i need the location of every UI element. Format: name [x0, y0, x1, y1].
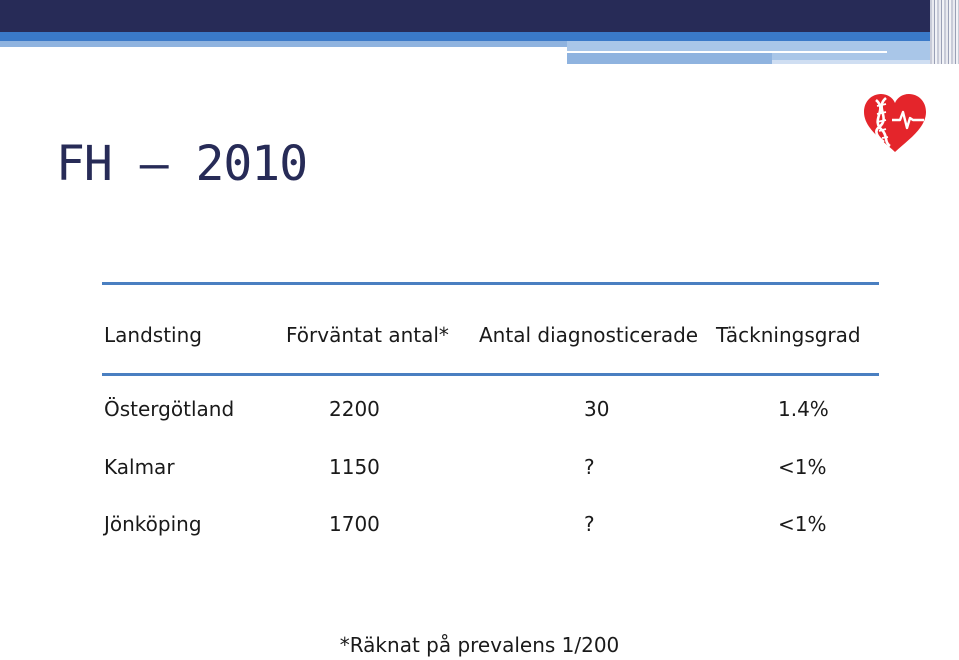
header-banner-blue-segment — [567, 53, 772, 64]
footnote: *Räknat på prevalens 1/200 — [339, 633, 620, 657]
table-cell: 30 — [584, 397, 610, 421]
table-cell: Östergötland — [104, 397, 235, 421]
table-top-rule — [102, 282, 879, 285]
dna-heart-logo-icon — [862, 92, 928, 154]
slide-title: FH – 2010 — [56, 136, 308, 192]
table-cell: ? — [584, 512, 595, 536]
table-header-rule — [102, 373, 879, 376]
header-banner-pale-segment — [772, 60, 930, 64]
table-cell: Jönköping — [104, 512, 202, 536]
table-header-antal-diagnosticerade: Antal diagnosticerade — [479, 323, 699, 347]
table-header-tackningsgrad: Täckningsgrad — [716, 323, 861, 347]
table-cell: 1.4% — [778, 397, 829, 421]
header-banner-light-blue — [0, 41, 567, 47]
table-header-landsting: Landsting — [104, 323, 202, 347]
table-cell: Kalmar — [104, 455, 175, 479]
header-banner-dark — [0, 0, 930, 32]
header-banner-blue — [0, 32, 930, 41]
table-cell: ? — [584, 455, 595, 479]
table-cell: 2200 — [329, 397, 380, 421]
header-banner-stripes — [930, 0, 959, 64]
table-cell: <1% — [778, 455, 827, 479]
table-cell: 1150 — [329, 455, 380, 479]
table-header-forvantat-antal: Förväntat antal* — [286, 323, 449, 347]
table-cell: 1700 — [329, 512, 380, 536]
table-cell: <1% — [778, 512, 827, 536]
